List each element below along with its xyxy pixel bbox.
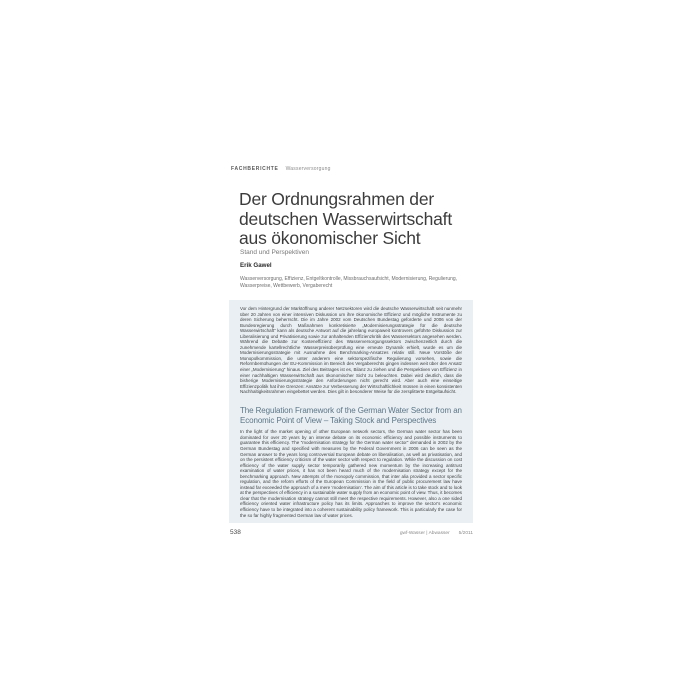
abstract-english: In the light of the market opening of other European network sectors, the German water sector has been dominated for over 20 years by an intense debate on its economic efficiency and possible instruments to guarantee this efficiency. The “modernisation strategy for the German water sector” demanded in 2002 by the German Bundestag and specified with measures by the Federal Government in 2006 can be seen as the German answer to the years long controversial European debate on liberalisation, as well as privatisation, and on the persistent efficiency criticism of the water sector with respect to regulation. While the discussion on cost efficiency of the water supply sector temporarily gathered new momentum by the increasing antitrust examination of water prices, it has not been heard much of the modernisation strategy except for the benchmarking approach. New attempts of the monopoly commission, that inter alia provided a sector specific regulation, and the reform efforts of the European Commission in the field of public procurement law have instead far exceeded the approach of a mere ‘modernisation’. The aim of this article is to take stock and to look at the perspectives of efficiency in a sustainable water supply from an economic point of view. Thus, it becomes clear that the modernisation strategy cannot still meet the respective requirements. However, also a one sided efficiency oriented water infrastructure policy has its limits. Approaches to improve the sector’s economic efficiency have to be integrated into a coherent sustainability policy framework. This is particularly the case for the so far highly fragmented German law of water prices. bbox=[240, 429, 462, 518]
abstract-german: Vor dem Hintergrund der Marktöffnung anderer Netzsektoren wird die deutsche Wasserwirtschaft seit nunmehr über 20 Jahren von einer intensiven Diskussion um ihre ökonomische Effizienz und mögliche Instrumente zu deren Sicherung beherrscht. Die im Jahre 2002 vom Deutschen Bundestag geforderte und 2006 von der Bundesregierung durch Maßnahmen konkretisierte „Modernisierungsstrategie für die deutsche Wasserwirtschaft“ kann als deutsche Antwort auf die jahrelang europaweit kontrovers geführte Diskussion zur Liberalisierung und Privatisierung sowie zur anhaltenden Effizienzkritik des Wassersektors angesehen werden. Während die Debatte zur Kosteneffizienz des Wasserversorgungssektors zwischenzeitlich durch die zunehmende kartellrechtliche Wasserpreisüberprüfung eine erneute Dynamik erhielt, wurde es um die Modernisierungsstrategie mit Ausnahme des Benchmarking-Ansatzes relativ still. Neue Vorstöße der Monopolkommission, die unter anderem eine sektorspezifische Regulierung vorsehen, sowie die Reformbemühungen der EU-Kommission im Bereich des Vergaberechts gingen indessen weit über den Ansatz einer „Modernisierung“ hinaus. Ziel des Beitrages ist es, Bilanz zu ziehen und die Perspektiven von Effizienz in einer nachhaltigen Wasserwirtschaft aus ökonomischer Sicht zu beleuchten. Dabei wird deutlich, dass die bisherige Modernisierungsstrategie den Anforderungen nicht gerecht wird. Aber auch eine einseitige Effizienzpolitik hat ihre Grenzen: Ansätze zur Verbesserung der Wirtschaftlichkeit müssen in einen konsistenten Nachhaltigkeitsrahmen eingebettet werden. Dies gilt in besonderer Weise für die zersplitterte Entgeltaufsicht. bbox=[240, 306, 462, 395]
issue-number: 5/2011 bbox=[458, 531, 473, 536]
english-title-line-2: Economic Point of View – Taking Stock and Perspectives bbox=[240, 415, 437, 425]
article-subtitle: Stand und Perspektiven bbox=[240, 249, 310, 256]
article-title-line-1: Der Ordnungsrahmen der bbox=[239, 189, 435, 209]
article-title-line-2: deutschen Wasserwirtschaft bbox=[239, 208, 452, 229]
header-category-label: FACHBERICHTE bbox=[231, 166, 279, 172]
article-title-line-3: aus ökonomischer Sicht bbox=[239, 228, 421, 248]
header-section-label: Wasserversorgung bbox=[285, 166, 331, 172]
keywords-list: Wasserversorgung, Effizienz, Entgeltkontrolle, Missbrauchsaufsicht, Modernisierung, Regulierung, Wasserpreise, Wettbewerb, Vergaberecht bbox=[240, 276, 458, 289]
journal-footer bbox=[400, 531, 473, 536]
journal-name: gwf-Wasser | Abwasser bbox=[399, 531, 450, 536]
abstract-box bbox=[229, 300, 473, 523]
article-title bbox=[239, 190, 452, 249]
english-title-line-1: The Regulation Framework of the German Water Sector from an bbox=[240, 405, 462, 415]
author-name: Erik Gawel bbox=[240, 262, 272, 269]
english-title bbox=[240, 406, 462, 426]
page-header bbox=[231, 166, 331, 172]
page-number: 538 bbox=[230, 529, 241, 536]
